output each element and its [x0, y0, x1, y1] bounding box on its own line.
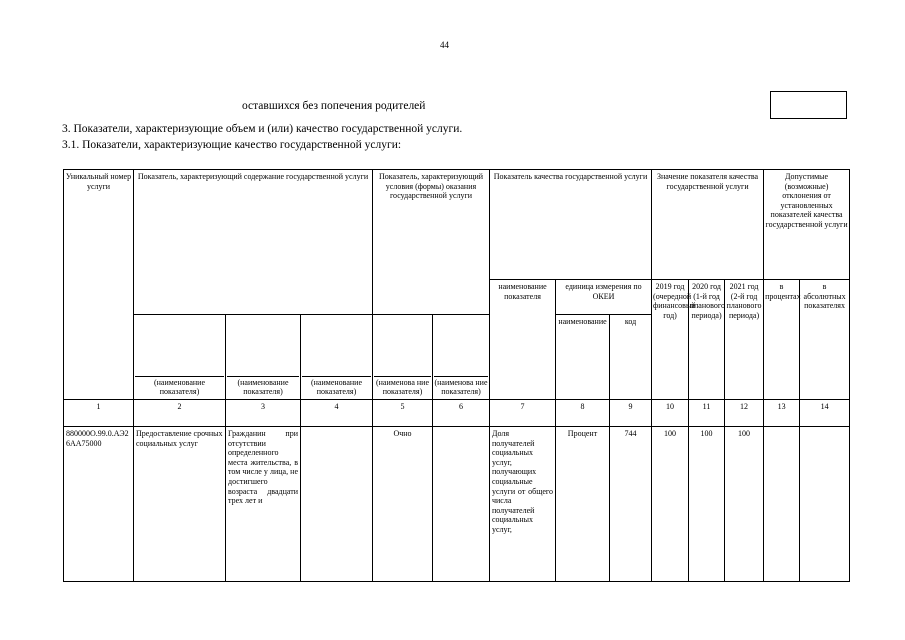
column-number: 6 [433, 400, 490, 427]
cell-dev-absolute [800, 427, 850, 582]
cell-content-3 [301, 427, 373, 582]
header-okei-name: наименование [556, 315, 610, 400]
cell-okei-code: 744 [610, 427, 652, 582]
header-content-name-1: (наименование показателя) [134, 315, 226, 400]
section-3-heading: 3. Показатели, характеризующие объем и (или) качество государственной услуги. [62, 123, 463, 135]
cell-value-2021: 100 [725, 427, 764, 582]
column-number: 12 [725, 400, 764, 427]
header-in-absolute: в абсолютных показателях [800, 280, 850, 400]
registry-code-box [770, 91, 847, 119]
header-content: Показатель, характеризующий содержание государственной услуги [134, 170, 373, 315]
header-unique-number: Уникальный номер услуги [64, 170, 134, 400]
continued-service-name: оставшихся без попечения родителей [242, 100, 426, 112]
column-number-row [64, 400, 850, 427]
column-number: 13 [764, 400, 800, 427]
column-number: 7 [490, 400, 556, 427]
header-allowed-deviation: Допустимые (возможные) отклонения от установленных показателей качества государственной услуги [764, 170, 850, 280]
cell-condition-1: Очно [373, 427, 433, 582]
column-number: 9 [610, 400, 652, 427]
column-number: 2 [134, 400, 226, 427]
column-number: 5 [373, 400, 433, 427]
column-number: 14 [800, 400, 850, 427]
header-indicator-value: Значение показателя качества государственной услуги [652, 170, 764, 280]
quality-indicators-table [63, 169, 850, 582]
column-number: 11 [689, 400, 725, 427]
cell-dev-percent [764, 427, 800, 582]
header-year-2019: 2019 год (очередной финансовый год) [652, 280, 689, 400]
cell-okei-name: Процент [556, 427, 610, 582]
header-content-name-2: (наименование показателя) [226, 315, 301, 400]
cell-content-1: Предоставление срочных социальных услуг [134, 427, 226, 582]
section-3-1-heading: 3.1. Показатели, характеризующие качество государственной услуги: [62, 139, 402, 151]
header-year-2020: 2020 год (1-й год планового периода) [689, 280, 725, 400]
column-number: 3 [226, 400, 301, 427]
header-year-2021: 2021 год (2-й год планового периода) [725, 280, 764, 400]
column-number: 10 [652, 400, 689, 427]
header-okei-unit: единица измерения по ОКЕИ [556, 280, 652, 315]
header-quality-indicator: Показатель качества государственной услуги [490, 170, 652, 280]
page-number: 44 [440, 40, 449, 50]
cell-value-2019: 100 [652, 427, 689, 582]
header-conditions: Показатель, характеризующий условия (формы) оказания государственной услуги [373, 170, 490, 315]
header-indicator-name: наименование показателя [490, 280, 556, 400]
cell-condition-2 [433, 427, 490, 582]
header-condition-name-1: (наименова ние показателя) [373, 315, 433, 400]
column-number: 4 [301, 400, 373, 427]
header-content-name-3: (наименование показателя) [301, 315, 373, 400]
column-number: 1 [64, 400, 134, 427]
header-in-percent: в процентах [764, 280, 800, 400]
table-row [64, 427, 850, 582]
cell-quality-name: Доля получателей социальных услуг, получающих социальные услуги от общего числа получателей социальных услуг, [490, 427, 556, 582]
cell-unique-number: 880000О.99.0.АЭ26АА75000 [64, 427, 134, 582]
cell-value-2020: 100 [689, 427, 725, 582]
header-condition-name-2: (наименова ние показателя) [433, 315, 490, 400]
cell-content-2: Гражданин при отсутствии определенного места жительства, в том числе у лица, не достигшего возраста двадцати трех лет и [226, 427, 301, 582]
column-number: 8 [556, 400, 610, 427]
header-okei-code: код [610, 315, 652, 400]
